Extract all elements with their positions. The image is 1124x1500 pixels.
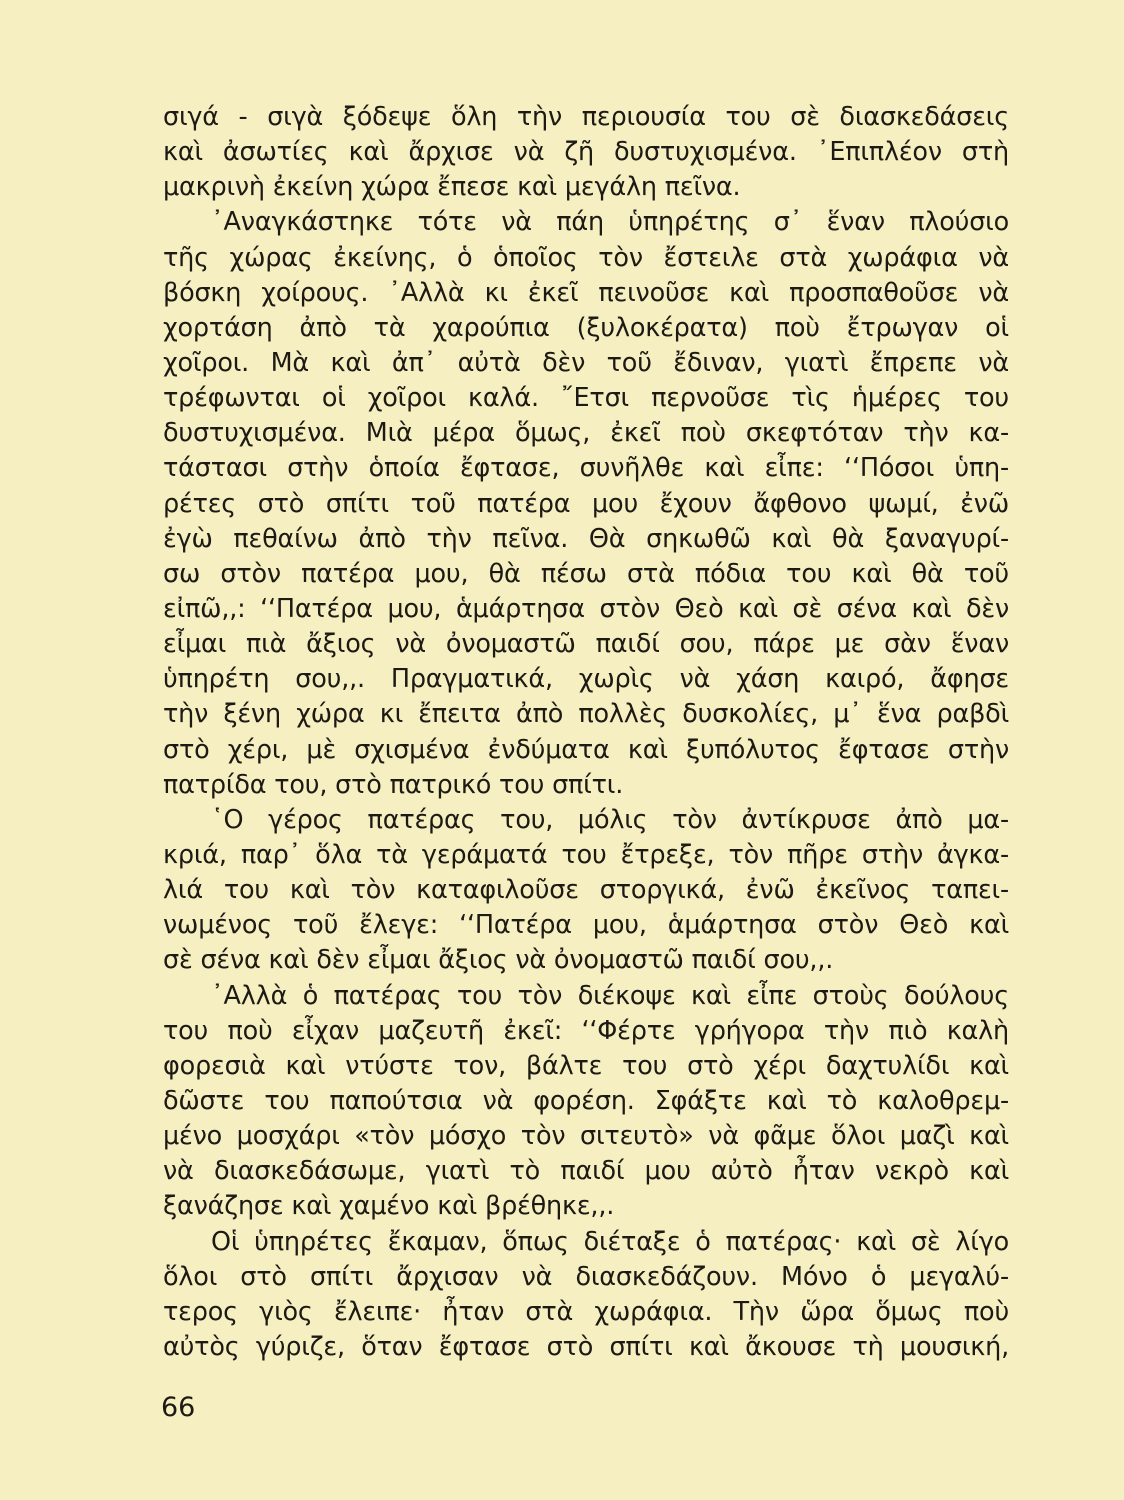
text-line: ῾Ο γέρος πατέρας του, μόλις τὸν ἀντίκρυσε ἀπὸ μα- xyxy=(211,804,1009,835)
text-line: τῆς χώρας ἐκείνης, ὁ ὁποῖος τὸν ἔστειλε στὰ χωράφια νὰ xyxy=(163,242,1009,273)
text-line: στὸ χέρι, μὲ σχισμένα ἐνδύματα καὶ ξυπόλυτος ἔφτασε στὴν xyxy=(163,734,1009,765)
text-line: αὐτὸς γύριζε, ὅταν ἔφτασε στὸ σπίτι καὶ ἄκουσε τὴ μουσική, xyxy=(163,1331,1009,1362)
text-line: σιγά - σιγὰ ξόδεψε ὅλη τὴν περιουσία του σὲ διασκεδάσεις xyxy=(163,102,1009,132)
text-line: ὅλοι στὸ σπίτι ἄρχισαν νὰ διασκεδάζουν. Μόνο ὁ μεγαλύ- xyxy=(163,1261,1009,1292)
text-line: φορεσιὰ καὶ ντύστε τον, βάλτε του στὸ χέρι δαχτυλίδι καὶ xyxy=(163,1050,1009,1081)
body-text xyxy=(163,100,1009,1365)
text-line: πατρίδα του, στὸ πατρικό του σπίτι. xyxy=(163,769,624,800)
text-line: Οἱ ὑπηρέτες ἔκαμαν, ὅπως διέταξε ὁ πατέρας· καὶ σὲ λίγο xyxy=(211,1226,1009,1257)
text-line: νὰ διασκεδάσωμε, γιατὶ τὸ παιδί μου αὐτὸ ἦταν νεκρὸ καὶ xyxy=(163,1156,1009,1187)
text-line: μακρινὴ ἐκείνη χώρα ἔπεσε καὶ μεγάλη πεῖνα. xyxy=(163,172,741,203)
text-line: καὶ ἀσωτίες καὶ ἄρχισε νὰ ζῆ δυστυχισμένα. ᾽Επιπλέον στὴ xyxy=(163,137,1009,168)
text-line: δῶστε του παπούτσια νὰ φορέση. Σφάξτε καὶ τὸ καλοθρεμ- xyxy=(163,1085,1009,1116)
text-line: τρέφωνται οἱ χοῖροι καλά. ῎Ετσι περνοῦσε τὶς ἡμέρες του xyxy=(163,383,1009,414)
text-line: ξανάζησε καὶ χαμένο καὶ βρέθηκε,,. xyxy=(163,1191,615,1222)
text-line: ἐγὼ πεθαίνω ἀπὸ τὴν πεῖνα. Θὰ σηκωθῶ καὶ θὰ ξαναγυρί- xyxy=(163,523,1009,554)
text-line: ὑπηρέτη σου,,. Πραγματικά, χωρὶς νὰ χάση καιρό, ἄφησε xyxy=(163,664,1009,695)
text-line: σὲ σένα καὶ δὲν εἶμαι ἄξιος νὰ ὀνομαστῶ παιδί σου,,. xyxy=(163,945,834,976)
text-line: εἰπῶ,,: ‘‘Πατέρα μου, ἁμάρτησα στὸν Θεὸ καὶ σὲ σένα καὶ δὲν xyxy=(163,593,1009,624)
text-line: του ποὺ εἶχαν μαζευτῆ ἐκεῖ: ‘‘Φέρτε γρήγορα τὴν πιὸ καλὴ xyxy=(163,1015,1009,1046)
text-line: βόσκη χοίρους. ᾽Αλλὰ κι ἐκεῖ πεινοῦσε καὶ προσπαθοῦσε νὰ xyxy=(163,277,1009,308)
text-line: τὴν ξένη χώρα κι ἔπειτα ἀπὸ πολλὲς δυσκολίες, μ᾽ ἕνα ραβδὶ xyxy=(163,699,1009,730)
text-line: μένο μοσχάρι «τὸν μόσχο τὸν σιτευτὸ» νὰ φᾶμε ὅλοι μαζὶ καὶ xyxy=(163,1121,1009,1152)
text-line: ρέτες στὸ σπίτι τοῦ πατέρα μου ἔχουν ἄφθονο ψωμί, ἐνῶ xyxy=(163,488,1009,519)
text-line: δυστυχισμένα. Μιὰ μέρα ὅμως, ἐκεῖ ποὺ σκεφτόταν τὴν κα- xyxy=(163,418,1009,449)
text-line: τάστασι στὴν ὁποία ἔφτασε, συνῆλθε καὶ εἶπε: ‘‘Πόσοι ὑπη- xyxy=(163,453,1009,484)
text-line: ᾽Αλλὰ ὁ πατέρας του τὸν διέκοψε καὶ εἶπε στοὺς δούλους xyxy=(211,980,1009,1011)
text-line: εἶμαι πιὰ ἄξιος νὰ ὀνομαστῶ παιδί σου, πάρε με σὰν ἕναν xyxy=(163,629,1009,660)
text-line: σω στὸν πατέρα μου, θὰ πέσω στὰ πόδια του καὶ θὰ τοῦ xyxy=(163,558,1009,589)
text-line: χοῖροι. Μὰ καὶ ἀπ᾽ αὐτὰ δὲν τοῦ ἔδιναν, γιατὶ ἔπρεπε νὰ xyxy=(163,347,1009,378)
text-line: νωμένος τοῦ ἔλεγε: ‘‘Πατέρα μου, ἁμάρτησα στὸν Θεὸ καὶ xyxy=(163,910,1009,941)
text-line: ᾽Αναγκάστηκε τότε νὰ πάη ὑπηρέτης σ᾽ ἕναν πλούσιο xyxy=(211,207,1009,238)
page-number: 66 xyxy=(161,1392,196,1423)
text-line: χορτάση ἀπὸ τὰ χαρούπια (ξυλοκέρατα) ποὺ ἔτρωγαν οἱ xyxy=(163,312,1009,343)
text-line: κριά, παρ᾽ ὅλα τὰ γεράματά του ἔτρεξε, τὸν πῆρε στὴν ἀγκα- xyxy=(163,839,1009,870)
text-line: τερος γιὸς ἔλειπε· ἦταν στὰ χωράφια. Τὴν ὥρα ὅμως ποὺ xyxy=(163,1296,1009,1327)
text-line: λιά του καὶ τὸν καταφιλοῦσε στοργικά, ἐνῶ ἐκεῖνος ταπει- xyxy=(163,875,1009,906)
